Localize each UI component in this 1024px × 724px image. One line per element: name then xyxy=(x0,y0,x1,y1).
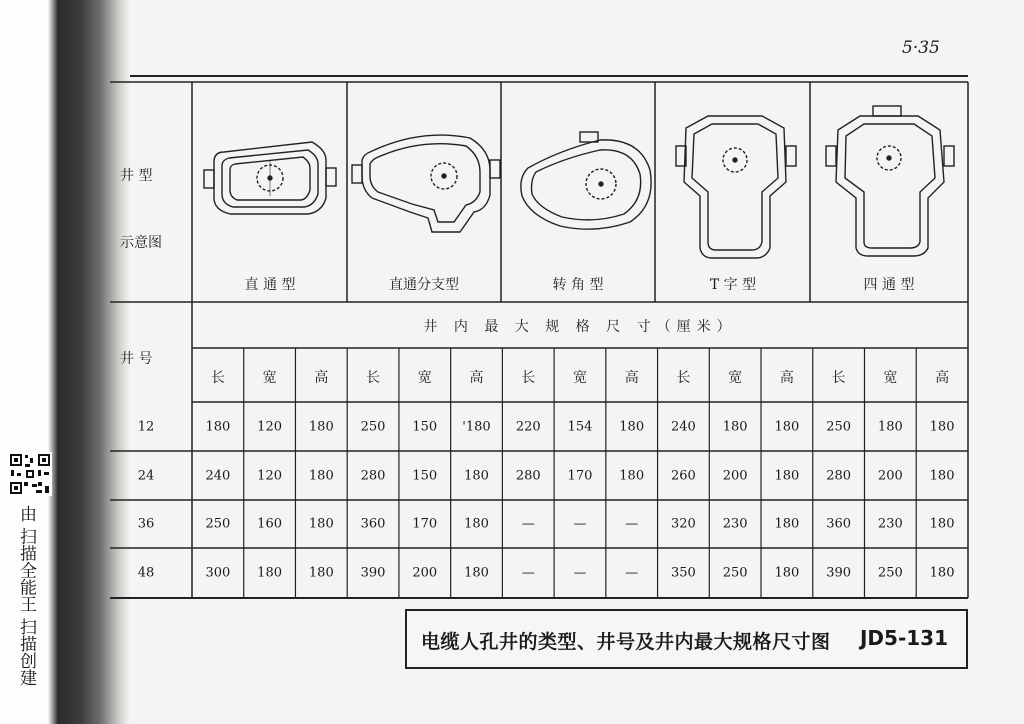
type-label: 四 通 型 xyxy=(863,277,915,293)
table-cell: — xyxy=(573,516,587,532)
table-cell: 200 xyxy=(877,468,903,484)
table-cell: — xyxy=(521,565,535,581)
table-cell: 260 xyxy=(671,468,696,484)
table-cell: 180 xyxy=(257,565,283,581)
table-cell: 240 xyxy=(205,468,231,484)
dimension-header: 宽 xyxy=(728,370,743,386)
dimension-header: 高 xyxy=(624,370,639,386)
table-cell: 170 xyxy=(412,516,438,532)
table-cell: 320 xyxy=(671,516,696,532)
table-cell: 180 xyxy=(308,419,334,435)
table-cell: 180 xyxy=(929,565,955,581)
table-cell: 180 xyxy=(464,565,489,581)
drawing-code: JD5-131 xyxy=(859,626,948,650)
four-way-manhole-plan-icon xyxy=(826,106,954,256)
table-cell: 280 xyxy=(360,468,386,484)
table-cell: 360 xyxy=(826,516,852,532)
dimension-header: 长 xyxy=(676,370,691,386)
table-cell: 220 xyxy=(515,419,541,435)
table-cell: '180 xyxy=(462,419,491,435)
table-cell: 230 xyxy=(722,516,748,532)
type-label: 转 角 型 xyxy=(552,277,604,293)
dimension-header: 高 xyxy=(469,370,484,386)
table-cell: 180 xyxy=(464,516,489,532)
table-cell: 180 xyxy=(877,419,903,435)
table-cell: 250 xyxy=(877,565,903,581)
unit-header: 井 内 最 大 规 格 尺 寸（厘米） xyxy=(423,319,737,335)
table-cell: 250 xyxy=(205,516,231,532)
table-cell: 240 xyxy=(671,419,696,435)
dimension-header: 宽 xyxy=(572,370,587,386)
table-cell: 300 xyxy=(205,565,231,581)
row-header-diagram: 示意图 xyxy=(120,235,162,251)
table-cell: 154 xyxy=(567,419,593,435)
dimension-header: 长 xyxy=(210,370,225,386)
well-number: 48 xyxy=(137,565,155,581)
table-cell: 280 xyxy=(826,468,852,484)
table-cell: 250 xyxy=(360,419,386,435)
dimension-header: 长 xyxy=(366,370,381,386)
table-cell: 200 xyxy=(722,468,748,484)
table-cell: 180 xyxy=(774,565,800,581)
well-number: 36 xyxy=(137,516,155,532)
dimension-header: 长 xyxy=(831,370,846,386)
dimension-header: 长 xyxy=(521,370,536,386)
row-header-well-number: 井 号 xyxy=(120,351,153,367)
well-number: 24 xyxy=(137,468,155,484)
table-cell: 180 xyxy=(929,419,955,435)
table-cell: 180 xyxy=(619,468,645,484)
dimension-header: 宽 xyxy=(262,370,277,386)
table-cell: 120 xyxy=(257,468,283,484)
table-cell: 360 xyxy=(360,516,386,532)
table-cell: 150 xyxy=(412,419,438,435)
caption-box xyxy=(405,609,968,669)
table-cell: 150 xyxy=(412,468,438,484)
table-cell: 390 xyxy=(360,565,386,581)
table-cell: 180 xyxy=(308,468,334,484)
table-cell: 230 xyxy=(877,516,903,532)
table-cell: 180 xyxy=(308,516,334,532)
table-cell: — xyxy=(573,565,587,581)
table-cell: 160 xyxy=(257,516,283,532)
table-cell: 280 xyxy=(515,468,541,484)
table-cell: 350 xyxy=(671,565,696,581)
table-cell: 170 xyxy=(567,468,593,484)
type-label: T 字 型 xyxy=(709,277,757,293)
table-cell: 390 xyxy=(826,565,852,581)
table-cell: 180 xyxy=(308,565,334,581)
dimension-header: 高 xyxy=(314,370,329,386)
table-cell: 250 xyxy=(722,565,748,581)
dimension-header: 高 xyxy=(779,370,794,386)
page-number: 5·35 xyxy=(902,38,940,58)
table-cell: — xyxy=(625,565,639,581)
type-label: 直通分支型 xyxy=(389,277,459,293)
dimension-header: 宽 xyxy=(883,370,898,386)
table-cell: 180 xyxy=(619,419,645,435)
table-cell: 180 xyxy=(929,516,955,532)
t-shaped-manhole-plan-icon xyxy=(676,116,796,258)
table-cell: 120 xyxy=(257,419,283,435)
scanner-watermark: 由 扫描全能王 扫描创建 xyxy=(16,505,36,686)
row-header-type: 井 型 xyxy=(120,168,153,184)
table-cell: 180 xyxy=(774,419,800,435)
drawing-title: 电缆人孔井的类型、井号及井内最大规格尺寸图 xyxy=(421,631,831,653)
table-cell: 180 xyxy=(205,419,231,435)
table-cell: — xyxy=(625,516,639,532)
type-label: 直 通 型 xyxy=(244,277,296,293)
table-cell: 180 xyxy=(929,468,955,484)
table-cell: 200 xyxy=(412,565,438,581)
straight-branch-manhole-plan-icon xyxy=(352,135,500,232)
table-cell: 180 xyxy=(774,468,800,484)
dimension-header: 高 xyxy=(935,370,950,386)
table-cell: — xyxy=(521,516,535,532)
dimension-header: 宽 xyxy=(417,370,432,386)
table-cell: 180 xyxy=(722,419,748,435)
corner-manhole-plan-icon xyxy=(521,132,651,229)
well-number: 12 xyxy=(137,419,155,435)
table-cell: 250 xyxy=(826,419,852,435)
table-cell: 180 xyxy=(774,516,800,532)
straight-manhole-plan-icon xyxy=(204,142,336,214)
table-cell: 180 xyxy=(464,468,489,484)
